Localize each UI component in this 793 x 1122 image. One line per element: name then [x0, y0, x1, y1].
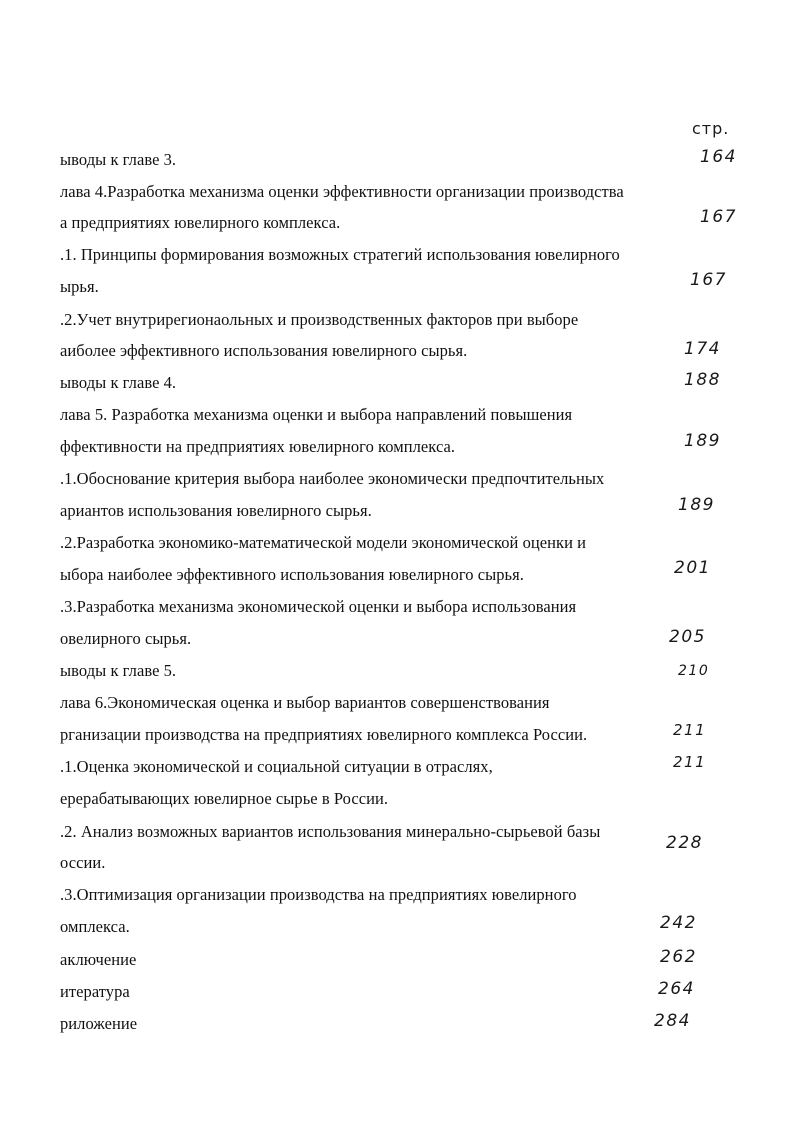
page-column-header: стр.: [692, 119, 730, 138]
toc-line: .2. Анализ возможных вариантов использования минерально-сырьевой базы: [60, 822, 601, 841]
page-number: 211: [673, 721, 707, 739]
toc-line: ыбора наиболее эффективного использования ювелирного сырья.: [60, 565, 524, 584]
page-number: 284: [654, 1011, 691, 1031]
toc-line: ыводы к главе 5.: [60, 661, 177, 680]
page-number: 262: [660, 947, 697, 967]
toc-line: аключение: [60, 950, 137, 969]
toc-line: ырья.: [60, 277, 99, 296]
toc-line: ыводы к главе 3.: [60, 150, 177, 169]
page-number: 189: [684, 431, 721, 451]
page-number: 167: [700, 207, 737, 227]
toc-line: .2.Разработка экономико-математической модели экономической оценки и: [60, 533, 587, 552]
toc-line: лава 5. Разработка механизма оценки и выбора направлений повышения: [60, 405, 573, 424]
page-number: 167: [690, 270, 727, 290]
toc-line: рганизации производства на предприятиях ювелирного комплекса России.: [60, 725, 588, 744]
toc-line: а предприятиях ювелирного комплекса.: [60, 213, 341, 232]
toc-line: аиболее эффективного использования ювелирного сырья.: [60, 341, 468, 360]
page-number: 164: [700, 147, 737, 167]
toc-line: ффективности на предприятиях ювелирного комплекса.: [60, 437, 456, 456]
toc-line: .3.Разработка механизма экономической оценки и выбора использования: [60, 597, 577, 616]
toc-line: лава 4.Разработка механизма оценки эффективности организации производства: [60, 182, 624, 201]
page-number: 228: [666, 833, 703, 853]
toc-line: оссии.: [60, 853, 106, 872]
toc-line: риложение: [60, 1014, 138, 1033]
page-number: 210: [678, 663, 710, 679]
page-number: 174: [684, 339, 721, 359]
toc-line: .1.Обоснование критерия выбора наиболее экономически предпочтительных: [60, 469, 605, 488]
toc-line: .1. Принципы формирования возможных стратегий использования ювелирного: [60, 245, 620, 264]
toc-line: ыводы к главе 4.: [60, 373, 177, 392]
toc-line: .1.Оценка экономической и социальной ситуации в отраслях,: [60, 757, 493, 776]
page-number: 211: [673, 753, 707, 771]
page-number: 189: [678, 495, 715, 515]
toc-line: омплекса.: [60, 917, 130, 936]
page-number: 264: [658, 979, 695, 999]
page-number: 205: [669, 627, 706, 647]
toc-line: ариантов использования ювелирного сырья.: [60, 501, 372, 520]
toc-line: ерерабатывающих ювелирное сырье в России.: [60, 789, 389, 808]
page-number: 201: [674, 558, 711, 578]
page-number: 188: [684, 370, 721, 390]
toc-line: овелирного сырья.: [60, 629, 192, 648]
toc-line: лава 6.Экономическая оценка и выбор вариантов совершенствования: [60, 693, 550, 712]
toc-line: итература: [60, 982, 130, 1001]
page-number: 242: [660, 913, 697, 933]
toc-line: .3.Оптимизация организации производства на предприятиях ювелирного: [60, 885, 577, 904]
toc-line: .2.Учет внутрирегионаольных и производственных факторов при выборе: [60, 310, 579, 329]
